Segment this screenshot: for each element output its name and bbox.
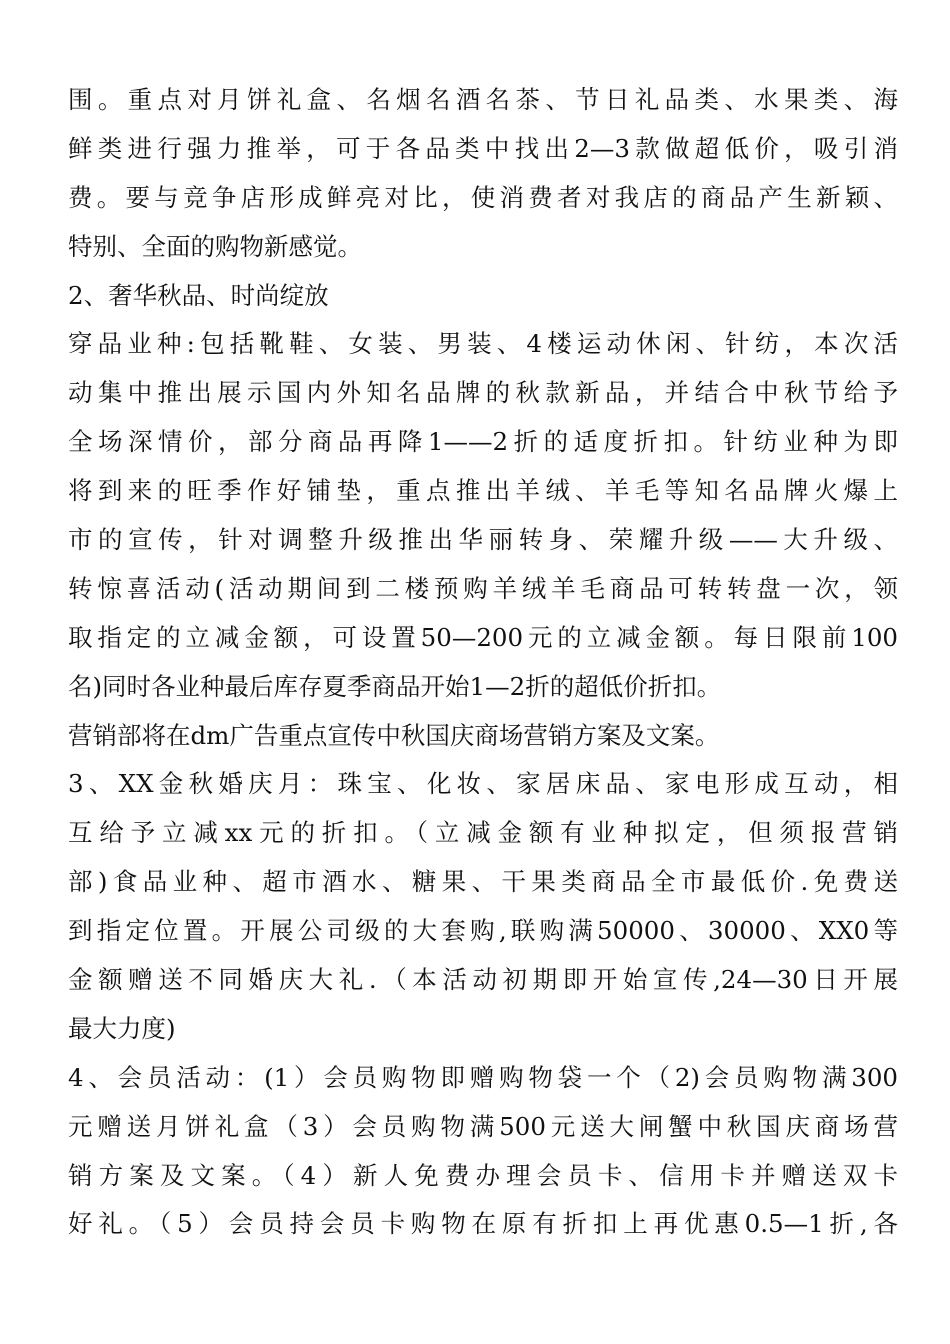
paragraph-line: 互给予立减xx元的折扣。（立减金额有业种拟定，但须报营销 [68, 818, 898, 848]
paragraph-line: 费。要与竞争店形成鲜亮对比，使消费者对我店的商品产生新颖、 [68, 182, 898, 212]
paragraph-line: 金额赠送不同婚庆大礼.（本活动初期即开始宣传,24—30日开展 [68, 965, 898, 995]
section-heading: 4、会员活动：(1）会员购物即赠购物袋一个（2)会员购物满300 [68, 1062, 898, 1092]
paragraph-line: 部)食品业种、超市酒水、糖果、干果类商品全市最低价.免费送 [68, 867, 898, 897]
paragraph-line: 销方案及文案。（4）新人免费办理会员卡、信用卡并赠送双卡 [68, 1160, 898, 1190]
paragraph-line: 穿品业种:包括靴鞋、女装、男装、4楼运动休闲、针纺，本次活 [68, 329, 898, 359]
section-heading: 3、XX金秋婚庆月：珠宝、化妆、家居床品、家电形成互动，相 [68, 769, 898, 799]
paragraph-line: 元赠送月饼礼盒（3）会员购物满500元送大闸蟹中秋国庆商场营 [68, 1111, 898, 1141]
document-page [68, 76, 898, 1249]
paragraph-line: 市的宣传，针对调整升级推出华丽转身、荣耀升级——大升级、 [68, 525, 898, 555]
paragraph-line: 特别、全面的购物新感觉。 [68, 231, 362, 261]
paragraph-line: 好礼。（5）会员持会员卡购物在原有折扣上再优惠0.5—1折,各 [68, 1209, 898, 1239]
paragraph-line: 将到来的旺季作好铺垫，重点推出羊绒、羊毛等知名品牌火爆上 [68, 476, 898, 506]
paragraph-line: 到指定位置。开展公司级的大套购,联购满50000、30000、XX0等 [68, 916, 898, 946]
paragraph-line: 鲜类进行强力推举，可于各品类中找出2—3款做超低价，吸引消 [68, 133, 898, 163]
paragraph-line: 围。重点对月饼礼盒、名烟名酒名茶、节日礼品类、水果类、海 [68, 85, 898, 114]
paragraph-line: 取指定的立减金额，可设置50—200元的立减金额。每日限前100 [68, 622, 898, 652]
paragraph-line: 转惊喜活动(活动期间到二楼预购羊绒羊毛商品可转转盘一次，领 [68, 573, 898, 603]
paragraph-line: 全场深情价，部分商品再降1——2折的适度折扣。针纺业种为即 [68, 427, 898, 457]
section-heading: 2、奢华秋品、时尚绽放 [68, 280, 329, 310]
paragraph-line: 名)同时各业种最后库存夏季商品开始1—2折的超低价折扣。 [68, 671, 722, 701]
paragraph-line: 动集中推出展示国内外知名品牌的秋款新品，并结合中秋节给予 [68, 378, 898, 408]
paragraph-line: 营销部将在dm广告重点宣传中秋国庆商场营销方案及文案。 [68, 720, 720, 750]
paragraph-line: 最大力度) [68, 1013, 176, 1043]
